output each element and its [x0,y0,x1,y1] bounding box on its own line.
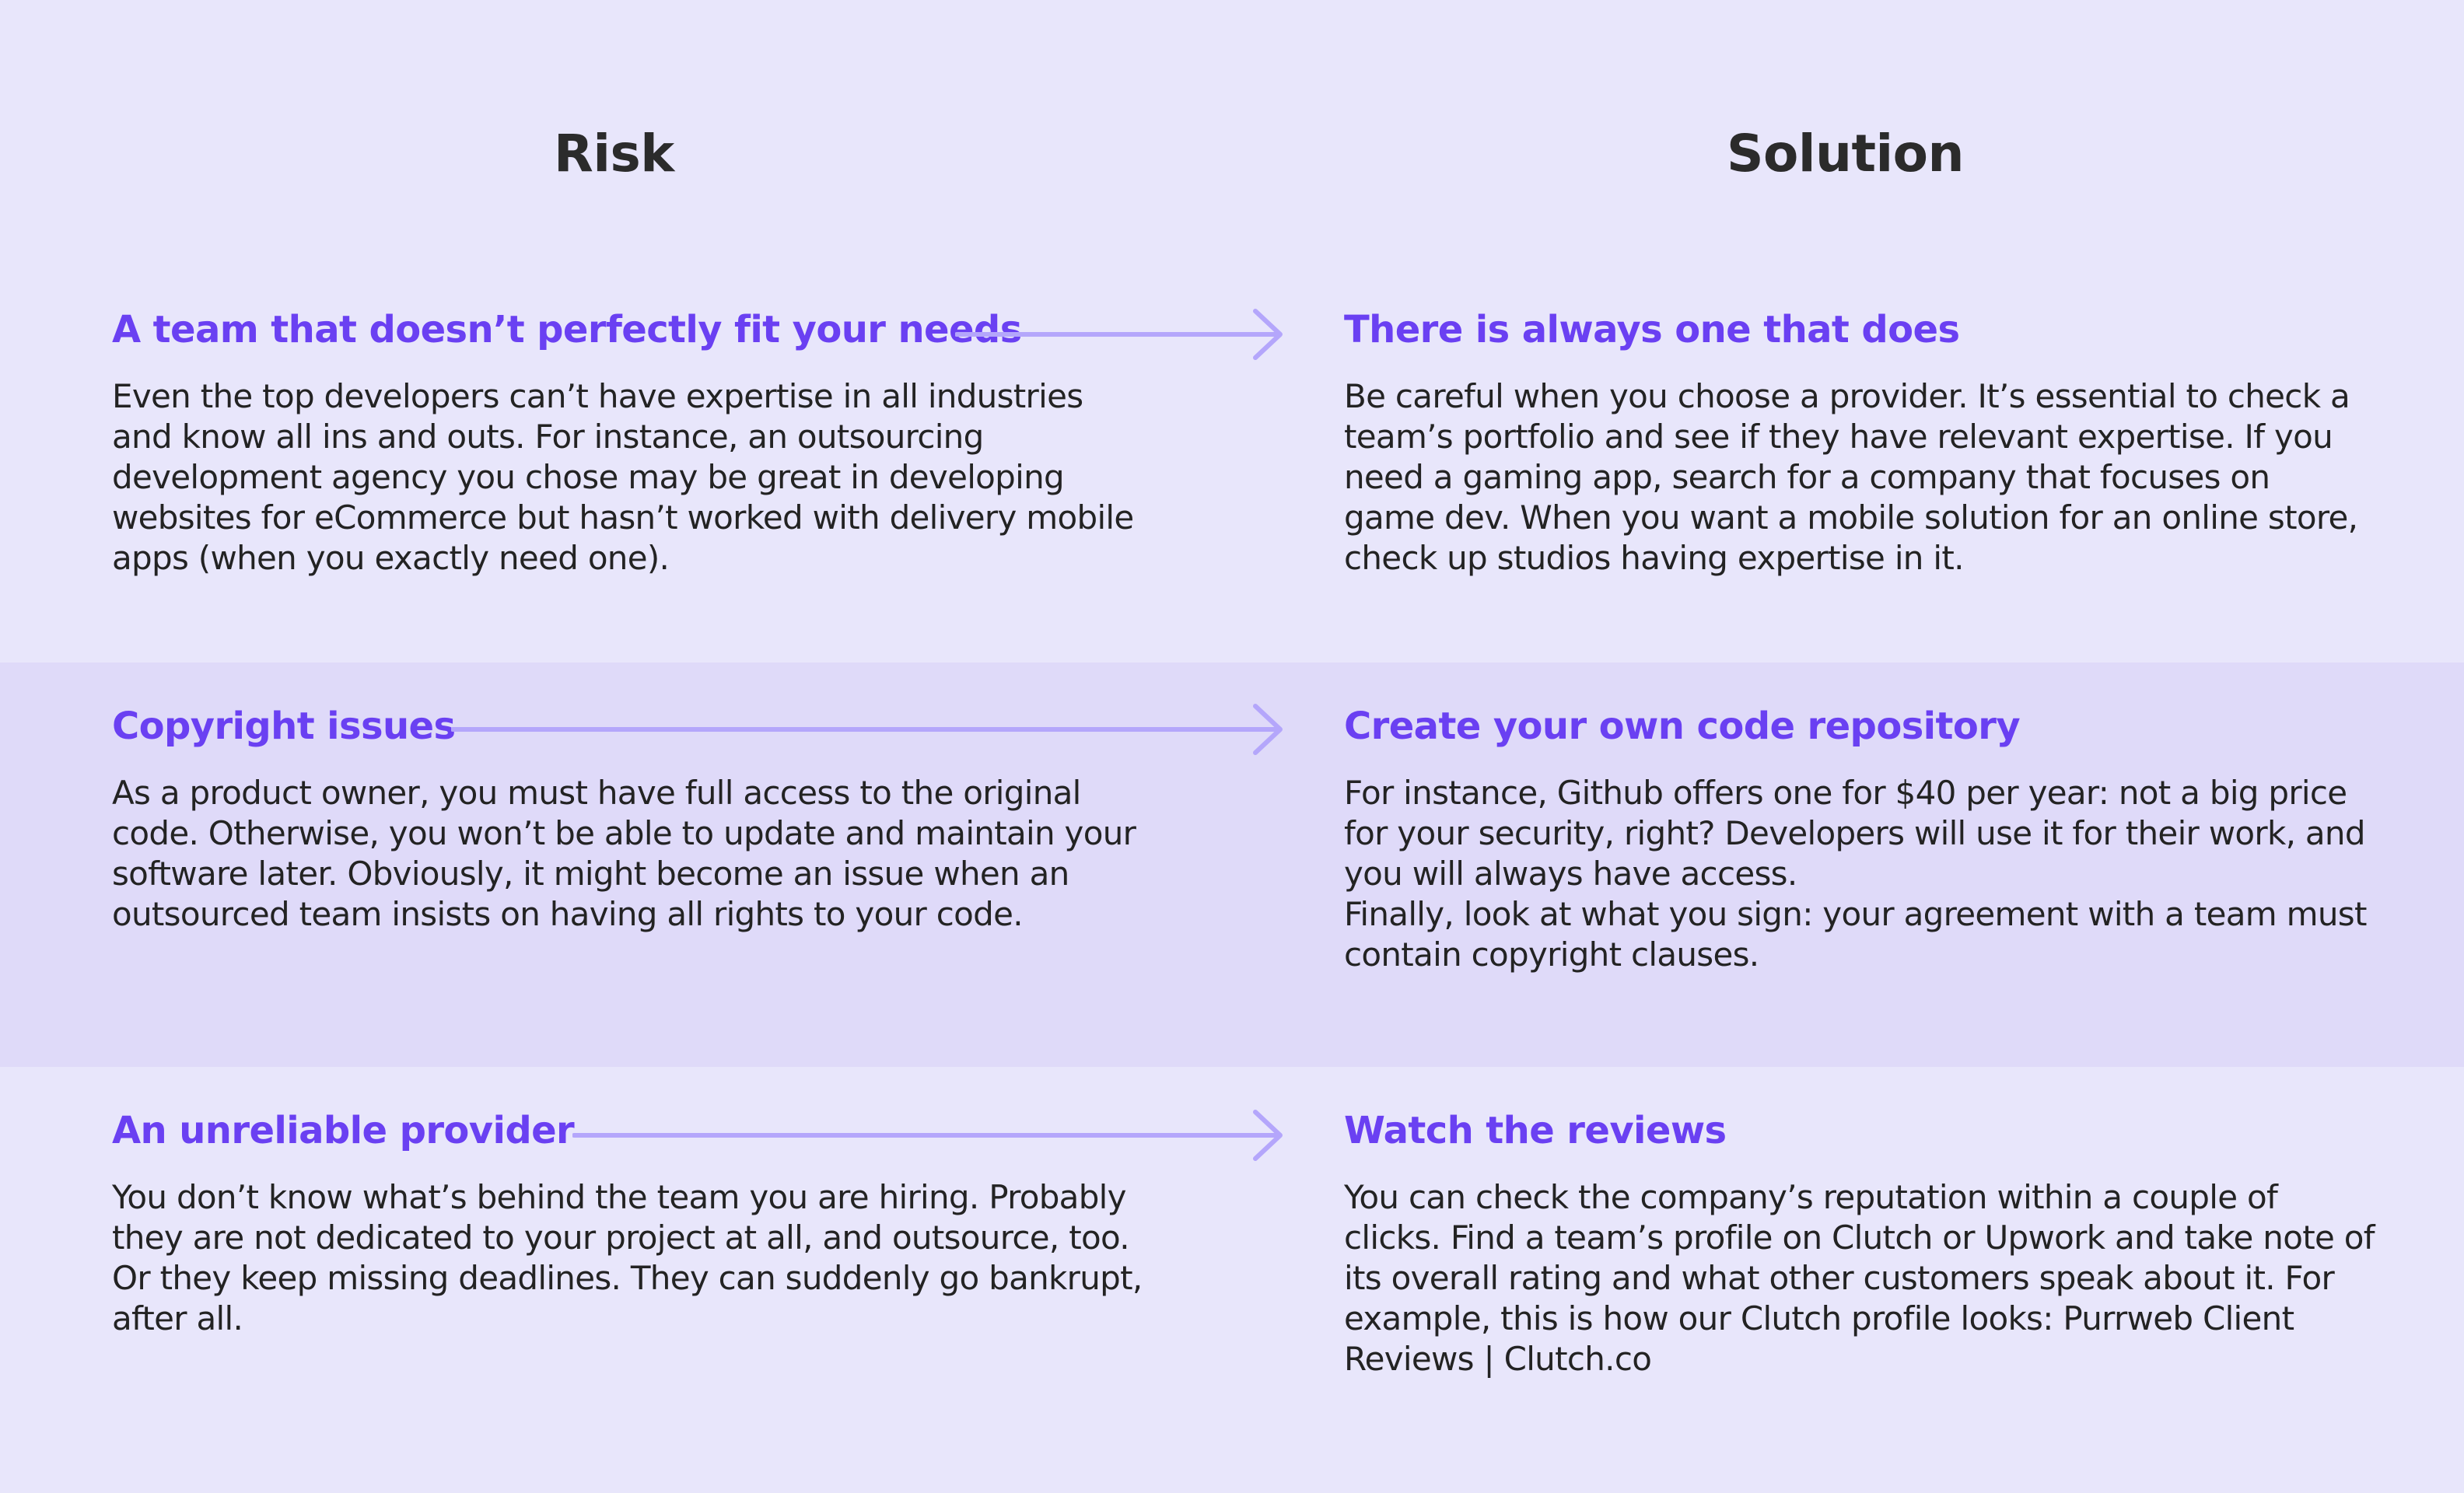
solution-title-3: Watch the reviews [1344,1109,1727,1152]
text-line: contain copyright clauses. [1344,935,1759,974]
text-line: Be careful when you choose a provider. It’s essential to check a [1344,377,2350,415]
text-line: need a gaming app, search for a company that focuses on [1344,458,2270,496]
arrow-right-icon [451,701,1285,757]
solution-title-2: Create your own code repository [1344,705,2021,748]
risk-text-2 [112,773,1154,935]
text-line: As a product owner, you must have full access to the original [112,774,1081,812]
text-line: websites for eCommerce but hasn’t worked with delivery mobile [112,498,1134,537]
risk-title-1: A team that doesn’t perfectly fit your needs [112,308,1022,351]
solution-text-1 [1344,376,2386,579]
risk-text-3 [112,1177,1154,1339]
solution-text-3 [1344,1177,2386,1379]
text-line: after all. [112,1299,243,1337]
text-line: Or they keep missing deadlines. They can suddenly go bankrupt, [112,1259,1143,1297]
text-line: clicks. Find a team’s profile on Clutch or Upwork and take note of [1344,1219,2375,1257]
text-line: code. Otherwise, you won’t be able to update and maintain your [112,814,1136,852]
solution-text-2 [1344,773,2386,975]
text-line: apps (when you exactly need one). [112,539,670,577]
solution-column-header: Solution [1727,124,1964,184]
text-line: development agency you chose may be great in developing [112,458,1064,496]
text-line: outsourced team insists on having all rights to your code. [112,895,1023,933]
text-line: Reviews | Clutch.co [1344,1340,1652,1378]
text-line: for your security, right? Developers will use it for their work, and [1344,814,2365,852]
risk-title-3: An unreliable provider [112,1109,575,1152]
text-line: example, this is how our Clutch profile looks: Purrweb Client [1344,1299,2294,1337]
text-line: You don’t know what’s behind the team you are hiring. Probably [112,1178,1126,1216]
arrow-right-icon [572,1107,1285,1163]
text-line: game dev. When you want a mobile solution for an online store, [1344,498,2358,537]
solution-title-1: There is always one that does [1344,308,1960,351]
arrow-right-icon [955,306,1285,362]
text-line: they are not dedicated to your project at all, and outsource, too. [112,1219,1129,1257]
text-line: check up studios having expertise in it. [1344,539,1964,577]
text-line: For instance, Github offers one for $40 per year: not a big price [1344,774,2347,812]
text-line: its overall rating and what other customers speak about it. For [1344,1259,2335,1297]
text-line: you will always have access. [1344,855,1797,893]
text-line: Even the top developers can’t have expertise in all industries [112,377,1083,415]
risk-text-1 [112,376,1154,579]
text-line: Finally, look at what you sign: your agreement with a team must [1344,895,2367,933]
risk-column-header: Risk [554,124,674,184]
risk-title-2: Copyright issues [112,705,456,748]
text-line: You can check the company’s reputation within a couple of [1344,1178,2278,1216]
text-line: and know all ins and outs. For instance, an outsourcing [112,418,984,456]
text-line: software later. Obviously, it might become an issue when an [112,855,1069,893]
text-line: team’s portfolio and see if they have relevant expertise. If you [1344,418,2333,456]
